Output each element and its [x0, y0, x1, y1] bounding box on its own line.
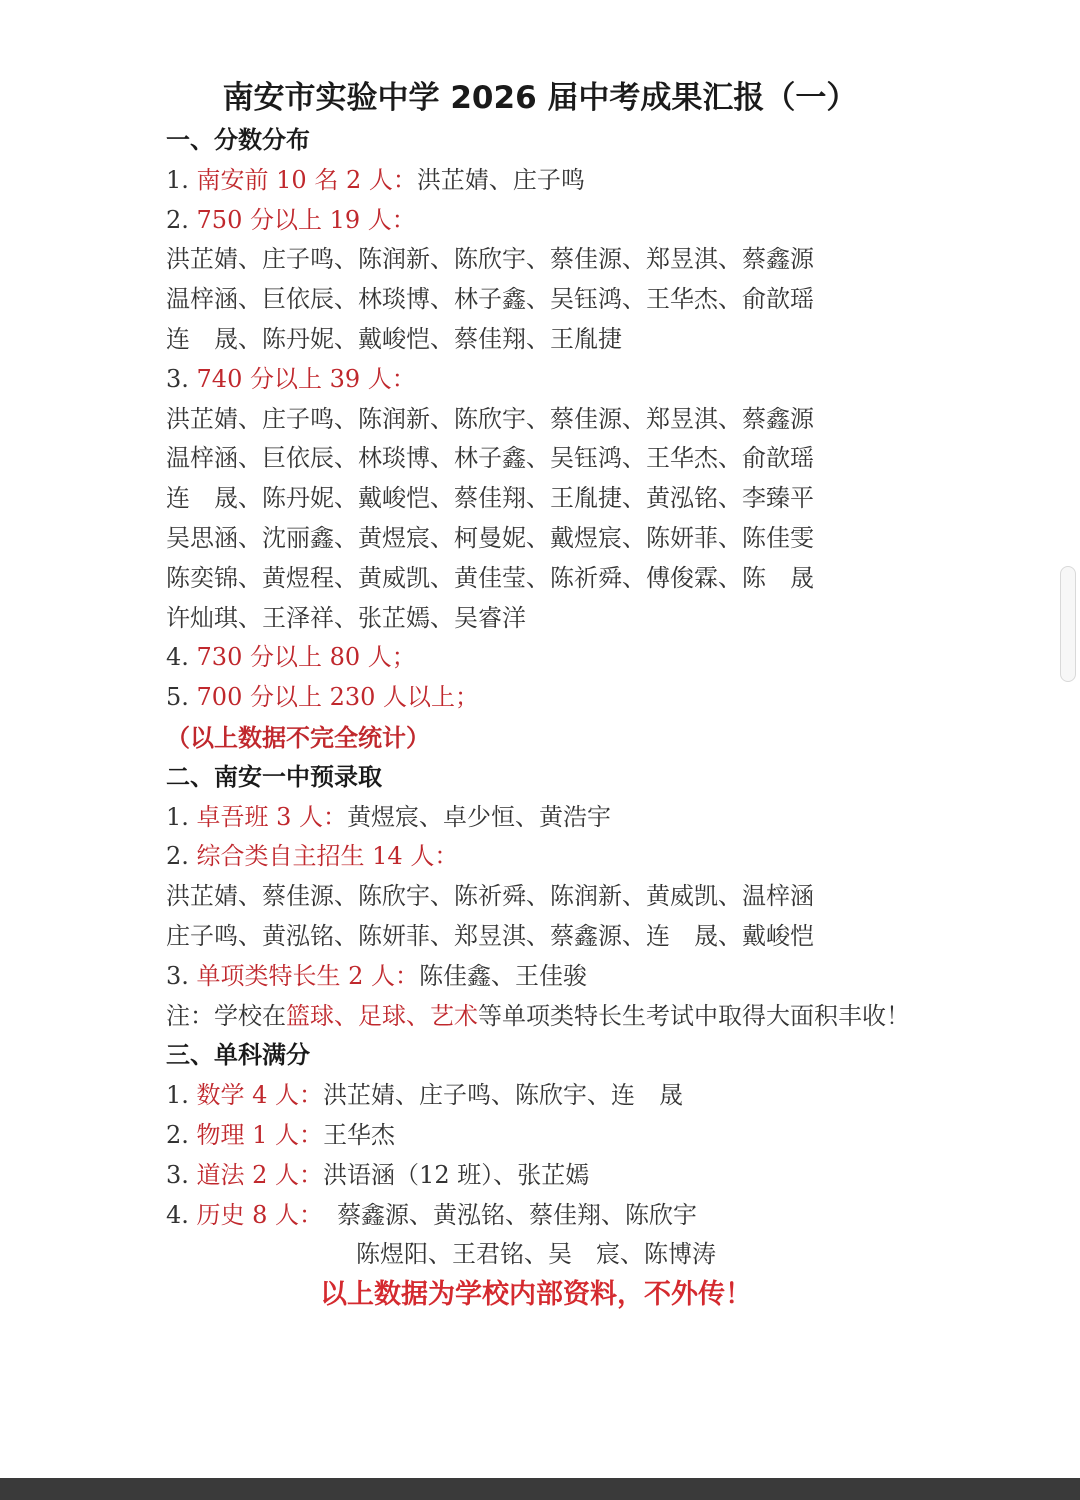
names-line: 连 晟、陈丹妮、戴峻恺、蔡佳翔、王胤捷、黄泓铭、李臻平: [166, 484, 814, 513]
names-line: 庄子鸣、黄泓铭、陈妍菲、郑昱淇、蔡鑫源、连 晟、戴峻恺: [166, 921, 814, 950]
section-heading-score-distribution: 一、分数分布: [166, 126, 310, 154]
names-line: 温梓涵、巨依辰、林琰博、林子鑫、吴钰鸿、王华杰、俞歆瑶: [166, 444, 814, 473]
list-item-history: [166, 1196, 1036, 1236]
list-item-physics: [166, 1116, 1036, 1156]
item-highlight: 700 分以上 230 人以上；: [196, 683, 480, 712]
section-heading-pre-admission: 二、南安一中预录取: [166, 762, 382, 791]
item-highlight: 物理 1 人：: [196, 1120, 324, 1149]
item-highlight: 单项类特长生 2 人：: [196, 961, 420, 990]
names-line: 连 晟、陈丹妮、戴峻恺、蔡佳翔、王胤捷: [166, 324, 622, 353]
item-names: 蔡鑫源、黄泓铭、蔡佳翔、陈欣宇: [337, 1200, 698, 1229]
list-item-top10: [166, 161, 1036, 201]
item-number: 2.: [166, 842, 197, 871]
item-names: 洪语涵（12 班）、张芷嫣: [323, 1160, 590, 1189]
list-item-math: [166, 1076, 1036, 1116]
names-line: 吴思涵、沈丽鑫、黄煜宸、柯曼妮、戴煜宸、陈妍菲、陈佳雯: [166, 523, 814, 552]
item-highlight: 综合类自主招生 14 人：: [196, 842, 459, 871]
note-suffix: 等单项类特长生考试中取得大面积丰收！: [478, 1001, 910, 1030]
item-highlight: 卓吾班 3 人：: [196, 802, 348, 831]
item-highlight: 740 分以上 39 人：: [196, 364, 416, 393]
item-highlight: 750 分以上 19 人：: [196, 205, 416, 234]
document-title: 南安市实验中学 2026 届中考成果汇报（一）: [222, 80, 858, 116]
names-line: 陈奕锦、黄煜程、黄威凯、黄佳莹、陈祈舜、傅俊霖、陈 晟: [166, 563, 814, 592]
item-highlight: 730 分以上 80 人；: [196, 643, 416, 672]
section-heading-full-marks: 三、单科满分: [166, 1041, 310, 1070]
names-line: 洪芷婧、蔡佳源、陈欣宇、陈祈舜、陈润新、黄威凯、温梓涵: [166, 882, 814, 911]
item-number: 1.: [166, 165, 197, 194]
item-number: 3.: [166, 1160, 197, 1189]
item-number: 1.: [166, 802, 197, 831]
list-item-750: [166, 201, 1036, 241]
item-number: 3.: [166, 364, 197, 393]
confidential-notice: 以上数据为学校内部资料，不外传！: [320, 1279, 752, 1311]
list-item-zhuowu-class: [166, 798, 1036, 838]
item-number: 2.: [166, 1120, 197, 1149]
note-highlight: 篮球、足球、艺术: [286, 1001, 478, 1030]
list-item-700: [166, 678, 1036, 718]
list-item-morality-law: [166, 1156, 1036, 1196]
note-prefix: 注：学校在: [166, 1001, 286, 1030]
document-body: [166, 121, 1036, 1315]
item-names: 王华杰: [323, 1120, 396, 1149]
item-number: 3.: [166, 961, 197, 990]
scrollbar-thumb[interactable]: [1060, 566, 1076, 682]
item-highlight: 道法 2 人：: [196, 1160, 324, 1189]
names-line: 许灿琪、王泽祥、张芷嫣、吴睿洋: [166, 603, 526, 632]
item-names: 洪芷婧、庄子鸣、陈欣宇、连 晟: [323, 1081, 684, 1110]
list-item-specialty: [166, 957, 1036, 997]
bottom-bar: [0, 1478, 1080, 1500]
specialty-note: [166, 997, 1036, 1037]
item-names: 陈佳鑫、王佳骏: [419, 961, 588, 990]
item-names: 黄煜宸、卓少恒、黄浩宇: [347, 802, 612, 831]
names-line: 洪芷婧、庄子鸣、陈润新、陈欣宇、蔡佳源、郑昱淇、蔡鑫源: [166, 245, 814, 274]
stats-footnote: （以上数据不完全统计）: [166, 722, 430, 752]
item-highlight: 南安前 10 名 2 人：: [196, 165, 417, 194]
list-item-730: [166, 638, 1036, 678]
item-names: 洪芷婧、庄子鸣: [416, 165, 585, 194]
list-item-independent-admission: [166, 837, 1036, 877]
item-number: 5.: [166, 683, 197, 712]
item-highlight: 历史 8 人：: [196, 1200, 324, 1229]
item-highlight: 数学 4 人：: [196, 1081, 324, 1110]
item-number: 1.: [166, 1081, 197, 1110]
names-line: 温梓涵、巨依辰、林琰博、林子鑫、吴钰鸿、王华杰、俞歆瑶: [166, 285, 814, 314]
names-line: 洪芷婧、庄子鸣、陈润新、陈欣宇、蔡佳源、郑昱淇、蔡鑫源: [166, 404, 814, 433]
list-item-740: [166, 360, 1036, 400]
item-number: 2.: [166, 205, 197, 234]
item-number: 4.: [166, 1200, 197, 1229]
names-line: 陈煜阳、王君铭、吴 宸、陈博涛: [356, 1240, 716, 1269]
item-number: 4.: [166, 643, 197, 672]
